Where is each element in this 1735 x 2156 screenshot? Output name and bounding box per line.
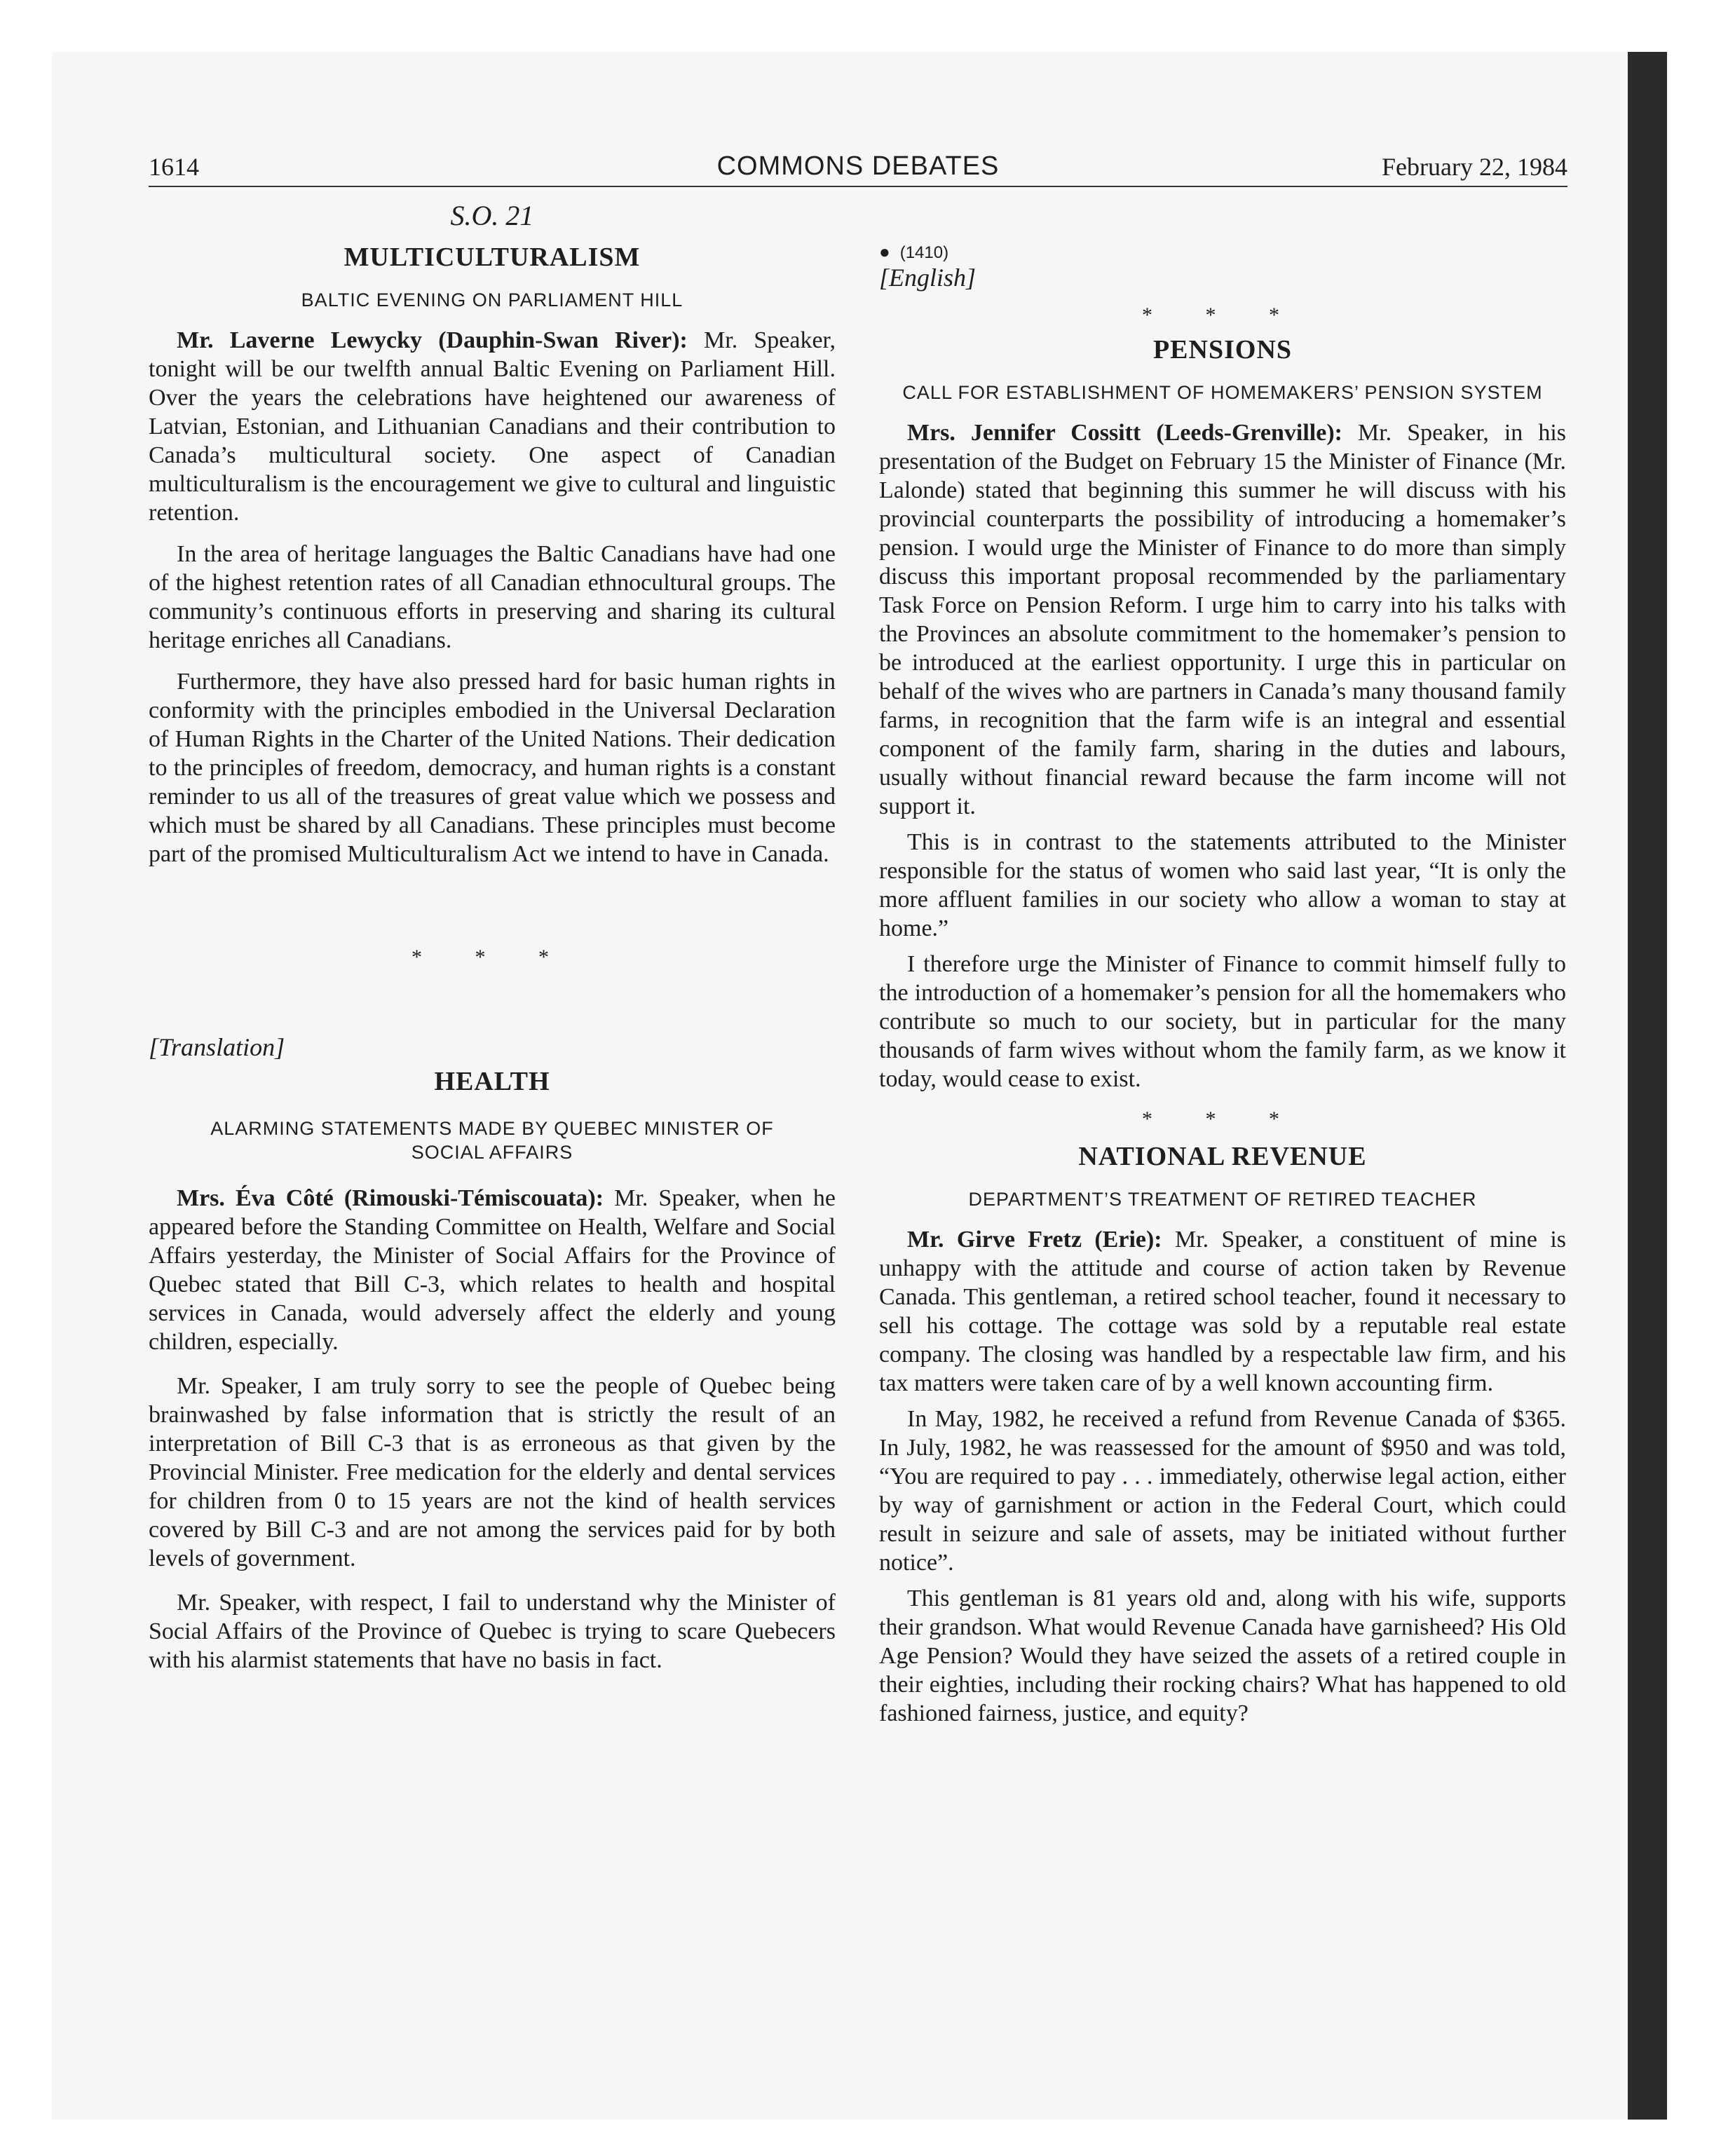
section-separator: * * *: [1142, 303, 1303, 327]
page-header: [149, 144, 1567, 187]
paragraph: Furthermore, they have also pressed hard for basic human rights in conformity with the principles embodied in the Universal Declaration of Human Rights in the Charter of the United Nations. Their dedication to the principles of freedom, democracy, and human rights is a constant reminder to us all of the treasures of great value which we possess and which must be shared by all Canadians. These principles must become part of the promised Multiculturalism Act we intend to have in Canada.: [149, 669, 836, 867]
section-separator: * * *: [1142, 1107, 1303, 1131]
paragraph: In the area of heritage languages the Baltic Canadians have had one of the highest retention rates of all Canadian ethnocultural groups. The community’s continuous efforts in preserving and sharing its cultural heritage enriches all Canadians.: [149, 541, 836, 653]
language-tag: [Translation]: [149, 1033, 285, 1061]
section-title-national-revenue: NATIONAL REVENUE: [1078, 1142, 1367, 1171]
section-subtitle-baltic: BALTIC EVENING ON PARLIAMENT HILL: [301, 289, 683, 311]
paragraph: Mr. Laverne Lewycky (Dauphin-Swan River): Mr. Speaker, tonight will be our twelfth annual Baltic Evening on Parliament Hill. Over the years the celebrations have heightened our awareness of Latvian, Estonian, and Lithuanian Canadians and their contribution to Canada’s multicultural society. One aspect of Canadian multiculturalism is the encouragement we give to cultural and linguistic retention.: [149, 327, 836, 526]
page-date: February 22, 1984: [1382, 153, 1567, 181]
speaker-name: Mr. Laverne Lewycky (Dauphin-Swan River):: [177, 327, 688, 353]
paragraph: Mr. Speaker, with respect, I fail to understand why the Minister of Social Affairs of the Province of Quebec is trying to scare Quebecers with his alarmist statements that have no basis in fact.: [149, 1590, 836, 1673]
time-marker: ● (1410): [879, 241, 949, 262]
paragraph: This gentleman is 81 years old and, along with his wife, supports their grandson. What would Revenue Canada have garnisheed? His Old Age Pension? Would they have seized the assets of a retired couple in their eighties, including their rocking chairs? What has happened to old fashioned fairness, justice, and equity?: [879, 1585, 1566, 1726]
page-number: 1614: [149, 153, 199, 181]
paragraph: Mrs. Jennifer Cossitt (Leeds-Grenville): Mr. Speaker, in his presentation of the Budget on February 15 the Minister of Finance (Mr. Lalonde) stated that beginning this summer he will discuss with his provincial counterparts the possibility of introducing a homemaker’s pension. I would urge the Minister of Finance to do more than simply discuss this important proposal recommended by the parliamentary Task Force on Pension Reform. I urge him to carry into his talks with the Provinces an absolute commitment to the homemaker’s pension to be introduced at the earliest opportunity. I urge this in particular on behalf of the wives who are partners in Canada’s many thousand family farms, in recognition that the farm wife is an integral and essential component of the family farm, sharing in the duties and labours, usually without financial reward because the farm income will not support it.: [879, 420, 1566, 819]
section-subtitle-revenue: DEPARTMENT’S TREATMENT OF RETIRED TEACHER: [968, 1189, 1477, 1210]
speaker-name: Mr. Girve Fretz (Erie):: [907, 1227, 1162, 1253]
language-tag: [English]: [879, 264, 977, 292]
paragraph: Mrs. Éva Côté (Rimouski-Témiscouata): Mr. Speaker, when he appeared before the Standing Committee on Health, Welfare and Social Affairs yesterday, the Minister of Social Affairs for the Province of Quebec stated that Bill C-3, which relates to health and hospital services in Canada, would adversely affect the elderly and young children, especially.: [149, 1185, 836, 1355]
section-title-health: HEALTH: [434, 1067, 550, 1096]
paragraph: I therefore urge the Minister of Finance to commit himself fully to the introduction of a homemaker’s pension for all the homemakers who contribute so much to our society, but in particular for the many thousands of farm wives without whom the family farm, as we know it today, would cease to exist.: [879, 951, 1566, 1092]
section-title-multiculturalism: MULTICULTURALISM: [343, 243, 641, 272]
speaker-name: Mrs. Éva Côté (Rimouski-Témiscouata):: [177, 1185, 604, 1211]
section-subtitle-health: ALARMING STATEMENTS MADE BY QUEBEC MINISTER OF SOCIAL AFFAIRS: [210, 1118, 774, 1163]
paragraph: In May, 1982, he received a refund from Revenue Canada of $365. In July, 1982, he was reassessed for the amount of $950 and was told, “You are required to pay . . . immediately, otherwise legal action, either by way of garnishment or action in the Federal Court, which could result in seizure and sale of assets, may be initiated without further notice”.: [879, 1406, 1566, 1576]
paragraph: Mr. Speaker, I am truly sorry to see the people of Quebec being brainwashed by false information that is strictly the result of an interpretation of Bill C-3 that is as erroneous as that given by the Provincial Minister. Free medication for the elderly and dental services for children from 0 to 15 years are not the kind of health services covered by Bill C-3 and are not among the services paid for by both levels of government.: [149, 1373, 836, 1571]
publication-title: COMMONS DEBATES: [716, 151, 1000, 181]
standing-order-label: S.O. 21: [450, 200, 534, 231]
bullet-icon: ●: [879, 241, 890, 262]
section-separator: * * *: [411, 946, 573, 969]
paragraph: This is in contrast to the statements attributed to the Minister responsible for the status of women who said last year, “It is only the more affluent families in our society who allow a woman to stay at home.”: [879, 829, 1566, 941]
right-column: [879, 188, 1566, 1728]
speaker-name: Mrs. Jennifer Cossitt (Leeds-Grenville):: [907, 420, 1342, 446]
scan-edge-bar: [1628, 52, 1667, 2120]
section-subtitle-pensions: CALL FOR ESTABLISHMENT OF HOMEMAKERS’ PENSION SYSTEM: [902, 382, 1543, 403]
section-title-pensions: PENSIONS: [1152, 335, 1293, 364]
left-column: [149, 188, 836, 1674]
paragraph: Mr. Girve Fretz (Erie): Mr. Speaker, a constituent of mine is unhappy with the attitude and course of action taken by Revenue Canada. This gentleman, a retired school teacher, found it necessary to sell his cottage. The cottage was sold by a reputable real estate company. The closing was handled by a respectable law firm, and his tax matters were taken care of by a well known accounting firm.: [879, 1227, 1567, 1396]
